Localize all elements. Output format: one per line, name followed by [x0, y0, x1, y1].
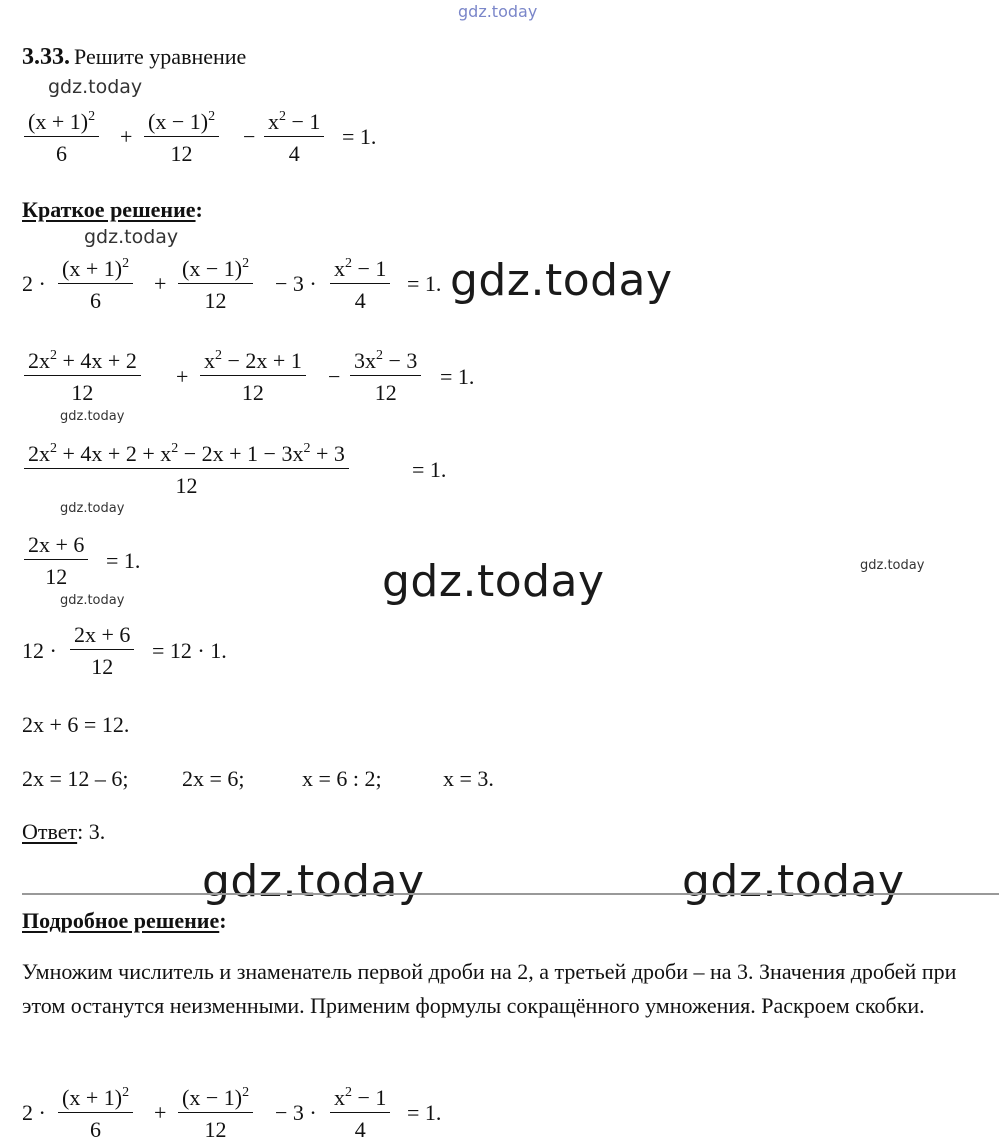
coefficient: 2 · [22, 1100, 46, 1125]
watermark: gdz.today [48, 76, 143, 98]
fraction-3: $x^2 - 1$ 4 [264, 111, 324, 165]
watermark-small: gdz.today [60, 501, 125, 516]
watermark-large: gdz.today [382, 556, 605, 607]
fraction-2: $(x - 1)^2$ 12 [144, 111, 219, 165]
fraction: 2x + 6 12 [70, 624, 134, 678]
fraction-3: $x^2 - 1$ 4 [330, 1087, 390, 1141]
equation-step: 2x = 6; [182, 766, 245, 791]
explanation-paragraph: Умножим числитель и знаменатель первой дроби на 2, а третьей дроби – на 3. Значения дробей при этом останутся неизменными. Применим формулы сокращённого умножения. Раскроем скобки. [22, 959, 957, 1018]
watermark-large: gdz.today [202, 856, 425, 907]
answer-label: Ответ [22, 819, 78, 844]
equation-step: x = 6 : 2; [302, 766, 382, 791]
fraction-1: $(x + 1)^2$ 6 [24, 111, 99, 165]
answer [22, 819, 105, 845]
equation-step: x = 3. [443, 766, 494, 791]
fraction-1: $(x + 1)^2$ 6 [58, 258, 133, 312]
watermark-large: gdz.today [450, 255, 673, 306]
watermark-top: gdz.today [458, 2, 538, 21]
equation-step: 2x = 12 – 6; [22, 766, 129, 791]
fraction-2: $x^2 - 2x + 1$ 12 [200, 350, 306, 404]
equation-tail: = 1. [412, 457, 447, 482]
minus-sign: − [243, 124, 256, 149]
coefficient: − 3 · [275, 271, 317, 296]
detailed-solution-heading: Подробное решение: [22, 908, 227, 933]
plus-sign: + [154, 1100, 167, 1125]
fraction-2: $(x - 1)^2$ 12 [178, 258, 253, 312]
section-divider [22, 893, 999, 895]
equation-tail: = 1. [106, 548, 141, 573]
fraction-3: $x^2 - 1$ 4 [330, 258, 390, 312]
fraction: 2x + 6 12 [24, 534, 88, 588]
coefficient: 12 · [22, 638, 57, 663]
plus-sign: + [120, 124, 133, 149]
plus-sign: + [154, 271, 167, 296]
combined-fraction: $2x^2 + 4x + 2 + x^2 - 2x + 1 - 3x^2 + 3$ 12 [24, 443, 349, 497]
equation-tail: = 1. [440, 364, 475, 389]
watermark-small: gdz.today [860, 558, 925, 573]
equation-tail: = 1. [342, 124, 377, 149]
watermark: gdz.today [84, 226, 179, 248]
watermark-small: gdz.today [60, 593, 125, 608]
minus-sign: − [328, 364, 341, 389]
watermark-small: gdz.today [60, 409, 125, 424]
problem-title: Решите уравнение [74, 44, 247, 69]
fraction-3: $3x^2 - 3$ 12 [350, 350, 421, 404]
fraction-1: $2x^2 + 4x + 2$ 12 [24, 350, 141, 404]
equation-tail: = 1. [407, 1100, 442, 1125]
fraction-1: $(x + 1)^2$ 6 [58, 1087, 133, 1141]
fraction-2: $(x - 1)^2$ 12 [178, 1087, 253, 1141]
problem-number: 3.33. [22, 44, 70, 70]
equation-tail: = 1. [407, 271, 442, 296]
plus-sign: + [176, 364, 189, 389]
equation-line: 2x + 6 = 12. [22, 712, 130, 737]
coefficient: − 3 · [275, 1100, 317, 1125]
problem-header [22, 44, 246, 71]
watermark-large: gdz.today [682, 856, 905, 907]
short-solution-heading: Краткое решение: [22, 197, 203, 222]
coefficient: 2 · [22, 271, 46, 296]
equation-tail: = 12 · 1. [152, 638, 227, 663]
answer-value: : 3. [77, 819, 106, 844]
